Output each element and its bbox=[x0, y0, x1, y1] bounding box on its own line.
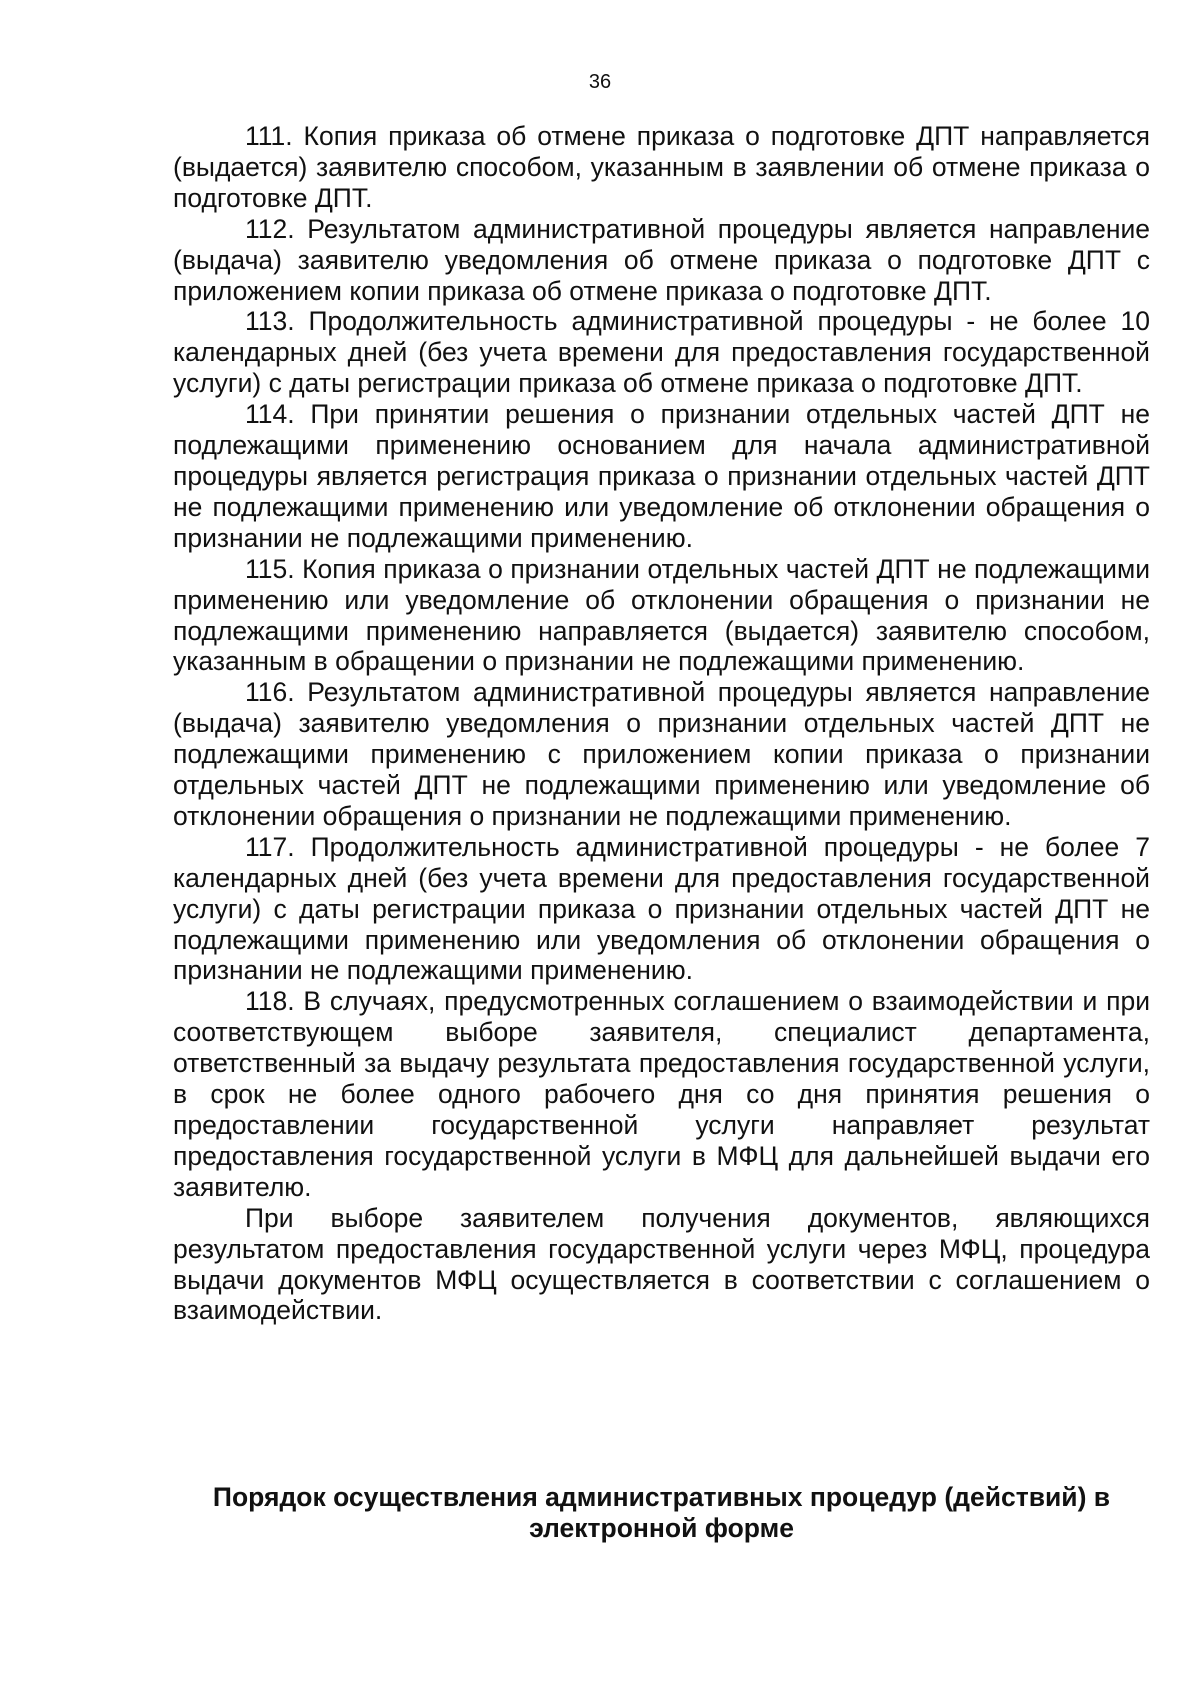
paragraph-117: 117. Продолжительность административной процедуры - не более 7 календарных дней (без учета времени для предоставления государственной услуги) с даты регистрации приказа о признании отдельных частей ДПТ не подлежащими применению или уведомления об отклонении обращения о признании не подлежащими применению. bbox=[173, 831, 1150, 986]
paragraph-118: 118. В случаях, предусмотренных соглашением о взаимодействии и при соответствующем выборе заявителя, специалист департамента, ответственный за выдачу результата предоставления государственной услуги, в срок не более одного рабочего дня со дня принятия решения о предоставлении государственной услуги направляет результат предоставления государственной услуги в МФЦ для дальнейшей выдачи его заявителю. bbox=[173, 986, 1150, 1202]
paragraph-mfc-delivery: При выборе заявителем получения документов, являющихся результатом предоставления государственной услуги через МФЦ, процедура выдачи документов МФЦ осуществляется в соответствии с соглашением о взаимодействии. bbox=[173, 1202, 1150, 1326]
paragraph-116: 116. Результатом административной процедуры является направление (выдача) заявителю уведомления о признании отдельных частей ДПТ не подлежащими применению с приложением копии приказа о признании отдельных частей ДПТ не подлежащими применению или уведомление об отклонении обращения о признании не подлежащими применению. bbox=[173, 677, 1150, 831]
page-number: 36 bbox=[588, 71, 612, 93]
paragraph-114: 114. При принятии решения о признании отдельных частей ДПТ не подлежащими применению основанием для начала административной процедуры является регистрация приказа о признании отдельных частей ДПТ не подлежащими применению или уведомление об отклонении обращения о признании не подлежащими применению. bbox=[173, 399, 1150, 553]
paragraph-113: 113. Продолжительность административной процедуры - не более 10 календарных дней (без учета времени для предоставления государственной услуги) с даты регистрации приказа об отмене приказа о подготовке ДПТ. bbox=[173, 306, 1150, 399]
section-heading: Порядок осуществления административных процедур (действий) в электронной форме bbox=[212, 1482, 1111, 1543]
paragraph-112: 112. Результатом административной процедуры является направление (выдача) заявителю уведомления об отмене приказа о подготовке ДПТ с приложением копии приказа об отмене приказа о подготовке ДПТ. bbox=[173, 213, 1150, 306]
document-body bbox=[173, 121, 1150, 1326]
paragraph-111: 111. Копия приказа об отмене приказа о подготовке ДПТ направляется (выдается) заявителю способом, указанным в заявлении об отмене приказа о подготовке ДПТ. bbox=[173, 121, 1150, 213]
paragraph-115: 115. Копия приказа о признании отдельных частей ДПТ не подлежащими применению или уведомление об отклонении обращения о признании не подлежащими применению направляется (выдается) заявителю способом, указанным в обращении о признании не подлежащими применению. bbox=[173, 553, 1150, 677]
